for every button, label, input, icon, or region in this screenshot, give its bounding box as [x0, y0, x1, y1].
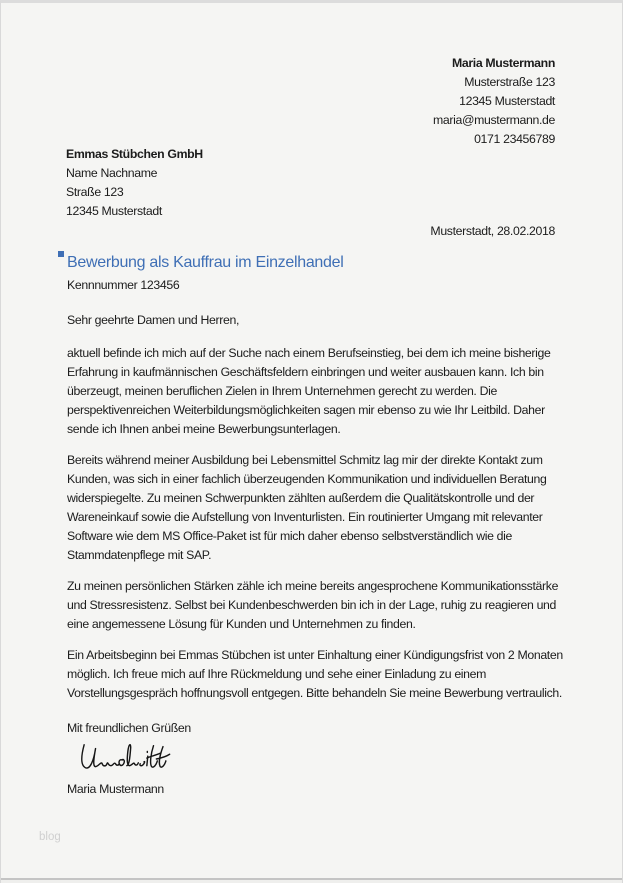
salutation: Sehr geehrte Damen und Herren, [67, 313, 240, 327]
signer-name: Maria Mustermann [67, 782, 164, 796]
paragraph-1: aktuell befinde ich mich auf der Suche nach einem Berufseinstieg, bei dem ich meine bisherige Erfahrung in kaufmännischen Geschäftsfeldern einbringen und weiter ausbauen kann. Ich bin überzeugt, meinen beruflichen Zielen in Ihrem Unternehmen gerecht zu werden. Die perspektivenreichen Weiterbildungsmöglichkeiten sagen mir ebenso zu wie Ihr Leitbild. Daher sende ich Ihnen anbei meine Bewerbungsunterlagen. [67, 346, 551, 436]
date-line: Musterstadt, 28.02.2018 [430, 224, 555, 238]
subject-reference: Kennnummer 123456 [67, 278, 180, 292]
recipient-company: Emmas Stübchen GmbH [66, 147, 203, 161]
recipient-street: Straße 123 [66, 185, 124, 199]
watermark-text: blog [39, 831, 61, 843]
closing-regards: Mit freundlichen Grüßen [67, 721, 191, 735]
recipient-address-block [66, 145, 203, 221]
recipient-city: 12345 Musterstadt [66, 204, 162, 218]
sender-email: maria@mustermann.de [432, 113, 555, 127]
sender-address-block [433, 54, 555, 149]
paragraph-3: Zu meinen persönlichen Stärken zähle ich meine bereits angesprochene Kommunikationsstärke und Stressresistenz. Selbst bei Kundenbeschwerden bin ich in der Lage, ruhig zu reagieren und eine angemessene Lösung für Kunden und Unternehmen zu finden. [67, 579, 559, 631]
sender-street: Musterstraße 123 [464, 75, 555, 89]
sender-name: Maria Mustermann [451, 56, 555, 70]
subject-title: Bewerbung als Kauffrau im Einzelhandel [67, 254, 344, 271]
subject-row [58, 251, 343, 272]
paragraph-marker-icon [58, 251, 64, 257]
subject-block [58, 251, 343, 295]
handwritten-signature [75, 740, 175, 778]
sender-city: 12345 Musterstadt [459, 94, 555, 108]
sender-phone: 0171 23456789 [474, 132, 555, 146]
paragraph-2: Bereits während meiner Ausbildung bei Lebensmittel Schmitz lag mir der direkte Kontakt zum Kunden, was sich in einer fachlich überzeugenden Kommunikation und individuellen Beratung widerspiegelte. Zu meinen Schwerpunkten zählten außerdem die Qualitätskontrolle und der Wareneinkauf sowie die Aufstellung von Inventurlisten. Ein routinierter Umgang mit relevanter Software wie dem MS Office-Paket ist für mich daher ebenso selbstverständlich wie die Stammdatenpflege mit SAP. [67, 453, 547, 562]
recipient-contact: Name Nachname [66, 166, 158, 180]
letter-body [67, 311, 575, 799]
paragraph-4: Ein Arbeitsbeginn bei Emmas Stübchen ist unter Einhaltung einer Kündigungsfrist von 2 Monaten möglich. Ich freue mich auf Ihre Rückmeldung und sehe einer Einladung zu einem Vorstellungsgespräch hoffnungsvoll entgegen. Bitte behandeln Sie meine Bewerbung vertraulich. [67, 648, 563, 700]
bottom-rule [1, 878, 622, 880]
